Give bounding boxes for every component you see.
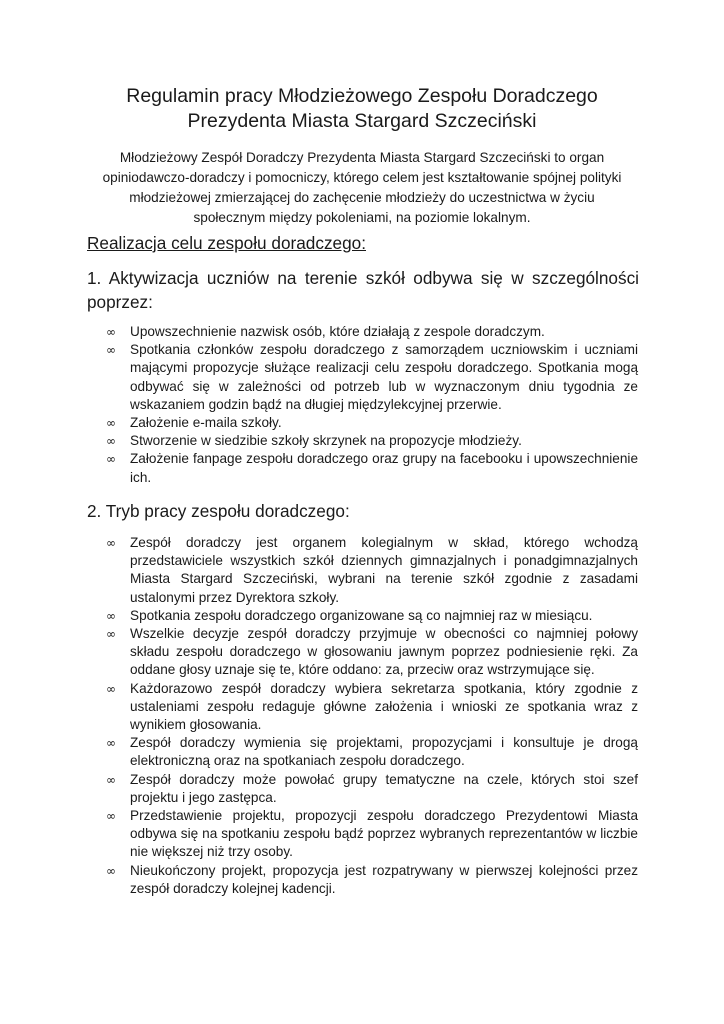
- infinity-bullet-icon: ∞: [106, 343, 116, 358]
- list-item: [0, 341, 638, 414]
- list-item-text: Przedstawienie projektu, propozycji zespołu doradczego Prezydentowi Miasta odbywa się na spotkaniu zespołu bądź poprzez wybranych reprezentantów w liczbie nie większej niż trzy osoby.: [130, 808, 638, 860]
- list-item: [0, 450, 638, 486]
- list-item: [0, 534, 638, 607]
- intro-paragraph: Młodzieżowy Zespół Doradczy Prezydenta Miasta Stargard Szczeciński to organ opiniodawczo-doradczy i pomocniczy, którego celem jest kształtowanie spójnej polityki młodzieżowej zmierzającej do zachęcenie młodzieży do uczestnictwa w życiu społecznym między pokoleniami, na poziomie lokalnym.: [102, 150, 622, 225]
- list-item: [0, 862, 638, 898]
- list-item: [0, 734, 638, 770]
- list-item-text: Zespół doradczy wymienia się projektami, propozycjami i konsultuje je drogą elektroniczną oraz na spotkaniach zespołu doradczego.: [130, 735, 638, 769]
- infinity-bullet-icon: ∞: [106, 809, 116, 824]
- list-item: [0, 625, 638, 680]
- point-1-list: [0, 323, 638, 487]
- infinity-bullet-icon: ∞: [106, 452, 116, 467]
- infinity-bullet-icon: ∞: [106, 416, 116, 431]
- title-line-2: Prezydenta Miasta Stargard Szczeciński: [187, 110, 537, 132]
- point-2-list: [0, 534, 638, 898]
- list-item-text: Każdorazowo zespół doradczy wybiera sekretarza spotkania, który zgodnie z ustaleniami zespołu redaguje główne założenia i wnioski ze spotkania wraz z wynikiem głosowania.: [130, 680, 638, 733]
- list-item-text: Spotkania zespołu doradczego organizowane są co najmniej raz w miesiącu.: [130, 607, 593, 623]
- infinity-bullet-icon: ∞: [106, 536, 116, 550]
- section-heading: Realizacja celu zespołu doradczego:: [87, 233, 366, 253]
- list-item-text: Nieukończony projekt, propozycja jest rozpatrywany w pierwszej kolejności przez zespół doradczy kolejnej kadencji.: [130, 862, 638, 896]
- list-item: [0, 771, 638, 807]
- list-item: [0, 607, 638, 625]
- list-item-text: Zespół doradczy jest organem kolegialnym w skład, którego wchodzą przedstawiciele wszystkich szkół dziennych gimnazjalnych i ponadgimnazjalnych Miasta Stargard Szczeciński, wybrani na terenie szkół zgodnie z zasadami ustalonymi przez Dyrektora szkoły.: [130, 535, 638, 605]
- infinity-bullet-icon: ∞: [106, 863, 116, 878]
- list-item-text: Wszelkie decyzje zespół doradczy przyjmuje w obecności co najmniej połowy składu zespołu doradczego w głosowaniu jawnym poprzez podniesienie ręki. Za oddane głosy uznaje się te, które oddano: za, przeciw oraz wstrzymujące się.: [130, 626, 638, 678]
- list-item: [0, 432, 638, 450]
- infinity-bullet-icon: ∞: [106, 325, 116, 339]
- list-item-text: Stworzenie w siedzibie szkoły skrzynek na propozycje młodzieży.: [130, 433, 522, 449]
- list-item: [0, 323, 638, 341]
- infinity-bullet-icon: ∞: [106, 736, 116, 751]
- title-line-1: Regulamin pracy Młodzieżowego Zespołu Doradczego: [126, 85, 598, 107]
- infinity-bullet-icon: ∞: [106, 608, 116, 623]
- list-item: [0, 680, 638, 735]
- point-2-heading: 2. Tryb pracy zespołu doradczego:: [87, 501, 350, 521]
- infinity-bullet-icon: ∞: [106, 434, 116, 449]
- infinity-bullet-icon: ∞: [106, 772, 116, 787]
- list-item-text: Założenie e-maila szkoły.: [130, 415, 282, 431]
- list-item-text: Zespół doradczy może powołać grupy tematyczne na czele, których stoi szef projektu i jego zastępca.: [130, 771, 638, 805]
- list-item-text: Upowszechnienie nazwisk osób, które działają z zespole doradczym.: [130, 324, 545, 339]
- document-title: [60, 84, 664, 134]
- infinity-bullet-icon: ∞: [106, 681, 116, 696]
- point-1-heading: 1. Aktywizacja uczniów na terenie szkół odbywa się w szczególności poprzez:: [87, 268, 639, 312]
- list-item: [0, 807, 638, 862]
- list-item: [0, 414, 638, 432]
- infinity-bullet-icon: ∞: [106, 627, 116, 642]
- list-item-text: Założenie fanpage zespołu doradczego oraz grupy na facebooku i upowszechnienie ich.: [130, 451, 638, 485]
- list-item-text: Spotkania członków zespołu doradczego z samorządem uczniowskim i uczniami mającymi propozycje służące realizacji celu zespołu doradczego. Spotkania mogą odbywać się w zależności od potrzeb lub w wyznaczonym dniu tygodnia ze wskazaniem godzin bądź na długiej międzylekcyjnej przerwie.: [130, 342, 638, 412]
